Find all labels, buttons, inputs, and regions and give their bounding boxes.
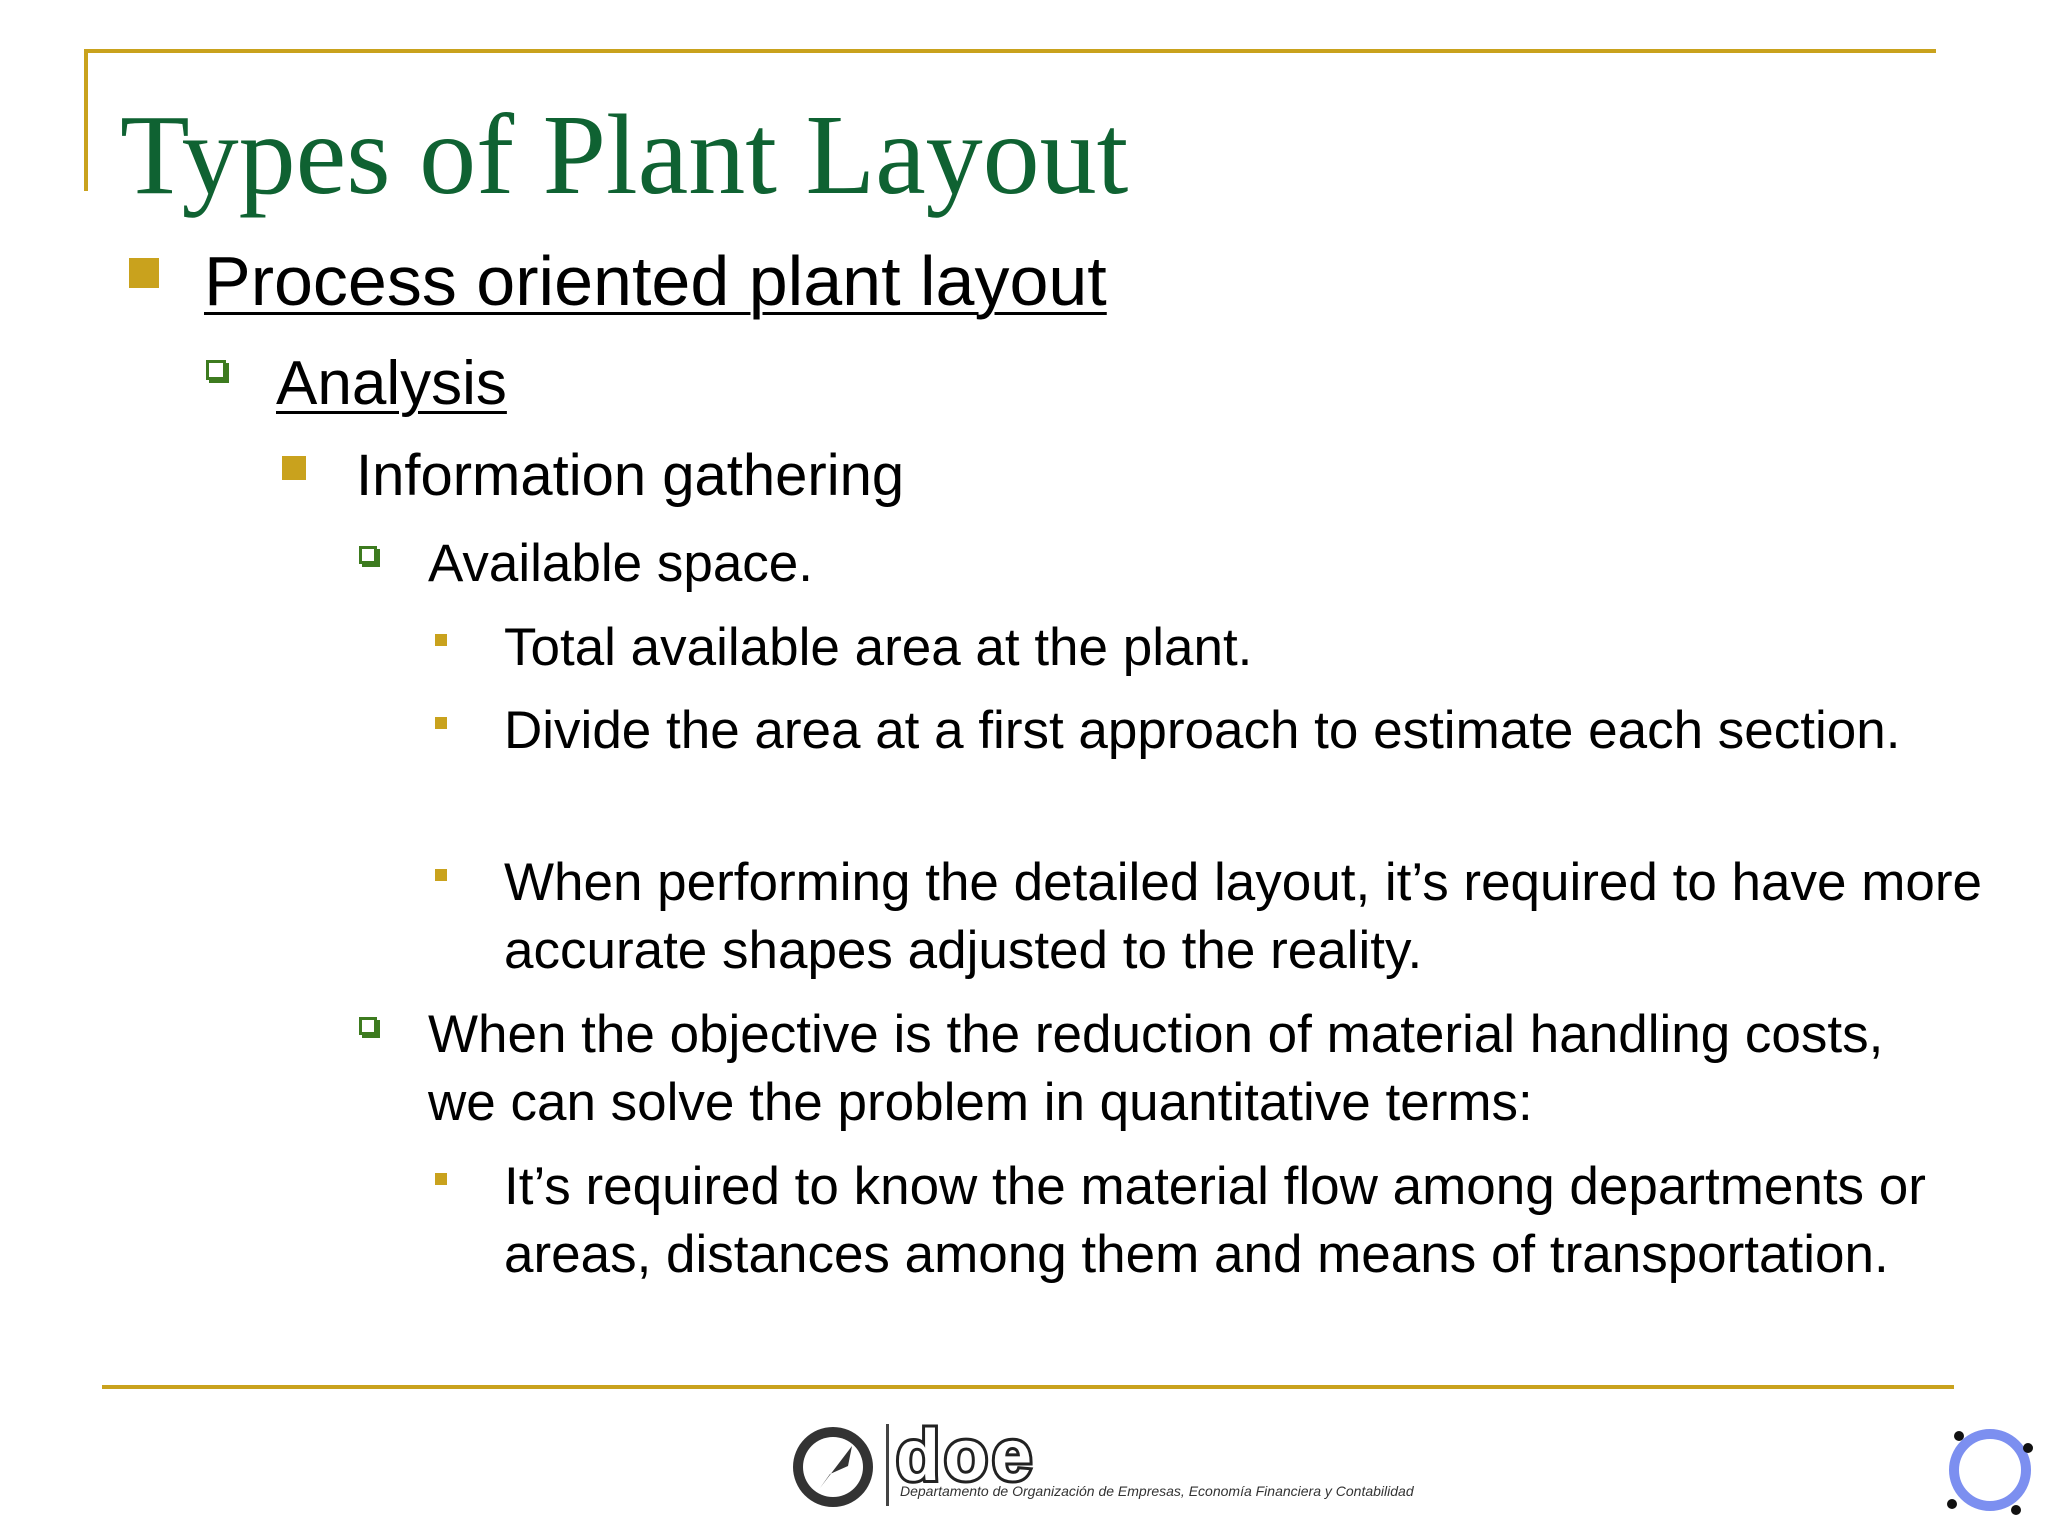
small-square-bullet-icon [435,634,447,646]
square-bullet-icon [282,456,306,480]
bullet-text: Available space. [428,534,814,593]
bullet-text: It’s required to know the material flow among departments or areas, distances among them and means of transportation. [504,1157,1926,1284]
bullet-level5-material-flow [504,1153,2004,1289]
bullet-level3-information-gathering [356,442,904,510]
bullet-level2-analysis [276,348,507,420]
blue-ring-icon [1944,1424,2036,1516]
outlined-square-bullet-icon [359,546,377,564]
bullet-text: When performing the detailed layout, it’s required to have more accurate shapes adjusted to the reality. [504,853,1982,980]
small-square-bullet-icon [435,1173,447,1185]
logo-subtitle: Departamento de Organización de Empresas, Economía Financiera y Contabilidad [900,1483,1414,1499]
outlined-square-bullet-icon [359,1017,377,1035]
bullet-text: When the objective is the reduction of material handling costs, we can solve the problem in quantitative terms: [428,1005,1884,1132]
square-bullet-icon [129,258,159,288]
bullet-text: Information gathering [356,443,905,508]
top-border-line [84,49,1936,53]
bullet-level5-total-area [504,614,2004,682]
bullet-text: Analysis [276,349,507,418]
left-border-line [84,49,88,191]
bullet-level5-divide-area [504,697,2004,765]
bullet-text: Divide the area at a first approach to estimate each section. [504,701,1901,760]
bullet-level5-detailed-layout [504,849,2004,985]
bullet-level1-process-oriented [204,240,1107,322]
bullet-text: Process oriented plant layout [204,242,1107,320]
small-square-bullet-icon [435,717,447,729]
logo-wordmark: doe [896,1418,1037,1496]
footer-divider [102,1385,1954,1389]
bullet-text: Total available area at the plant. [504,618,1253,677]
small-square-bullet-icon [435,869,447,881]
slide-title: Types of Plant Layout [120,91,1129,218]
outlined-square-bullet-icon [206,360,226,380]
bullet-level4-objective [428,1001,1928,1137]
bullet-level4-available-space [428,530,1988,598]
